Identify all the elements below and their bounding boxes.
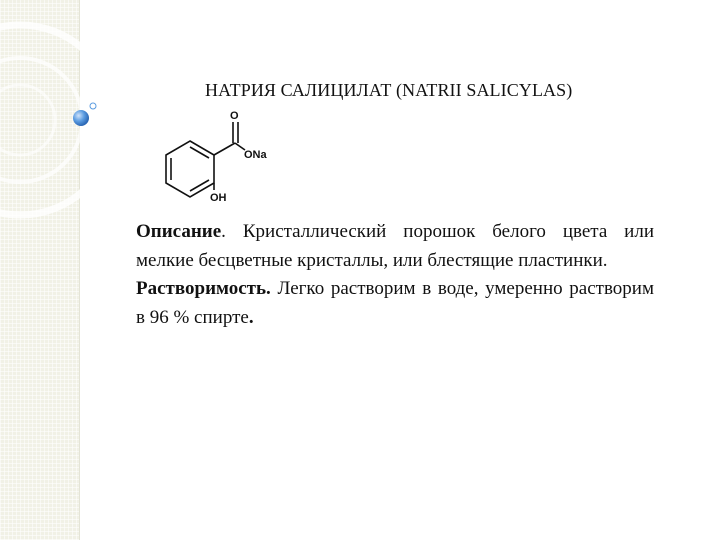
blue-ball-icon	[73, 110, 89, 126]
ring-double-bond-2	[190, 147, 209, 158]
solubility-end: .	[248, 306, 254, 328]
bond-ring-to-carbon	[214, 143, 235, 155]
description-paragraph	[136, 218, 654, 275]
ring-double-bond-3	[190, 180, 209, 191]
benzene-ring	[166, 141, 214, 197]
solubility-label: Растворимость.	[136, 278, 271, 299]
sodium-salicylate-structure	[135, 100, 285, 210]
solubility-paragraph	[136, 275, 654, 332]
content-block	[136, 218, 654, 332]
atom-label-o: O	[230, 110, 239, 122]
solubility-text: Легко растворим в воде, умеренно растворим в 96 % спирте	[136, 278, 654, 328]
small-blue-ring-icon	[90, 103, 96, 109]
description-label: Описание	[136, 221, 222, 242]
atom-label-oh: OH	[210, 192, 227, 204]
decorative-arc-inner	[0, 58, 82, 182]
decorative-arc-outer	[0, 25, 115, 215]
atom-label-ona: ONa	[244, 149, 267, 161]
decorative-arc-small	[0, 85, 55, 155]
description-text: . Кристаллический порошок белого цвета или мелкие бесцветные кристаллы, или блестящие пластинки.	[136, 221, 654, 271]
slide-title: НАТРИЯ САЛИЦИЛАТ (NATRII SALICYLAS)	[205, 80, 573, 100]
